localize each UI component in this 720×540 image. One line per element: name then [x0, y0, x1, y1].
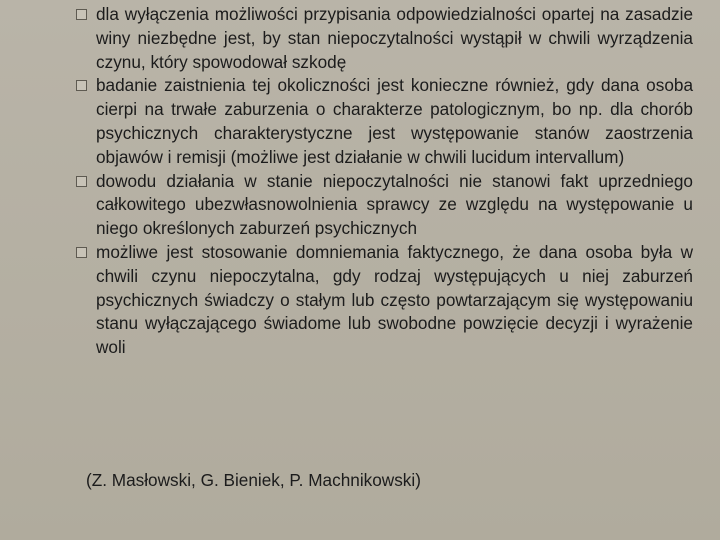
bullet-item: [76, 74, 693, 169]
bullet-text: możliwe jest stosowanie domniemania faktycznego, że dana osoba była w chwili czynu niepoczytalna, gdy rodzaj występujących u niej zaburzeń psychicznych świadczy o stałym lub często powtarzającym się występowaniu stanu wyłączającego świadome lub swobodne powzięcie decyzji i wyrażenie woli: [96, 241, 693, 358]
bullet-square-icon: [76, 176, 87, 187]
bullet-square-icon: [76, 247, 87, 258]
bullet-square-icon: [76, 80, 87, 91]
bullet-text: dla wyłączenia możliwości przypisania odpowiedzialności opartej na zasadzie winy niezbędne jest, by stan niepoczytalności wystąpił w chwili wyrządzenia czynu, który spowodował szkodę: [96, 4, 693, 72]
bullet-item: [76, 170, 693, 241]
bullet-list: [76, 3, 693, 360]
bullet-item: [76, 241, 693, 360]
bullet-text: badanie zaistnienia tej okoliczności jest konieczne również, gdy dana osoba cierpi na trwałe zaburzenia o charakterze patologicznym, bo np. dla chorób psychicznych charakterystyczne jest występowanie stanów zaostrzenia objawów i remisji (możliwe jest działanie w chwili lucidum intervallum): [96, 75, 693, 167]
citation: (Z. Masłowski, G. Bieniek, P. Machnikowski): [86, 470, 421, 490]
bullet-square-icon: [76, 9, 87, 20]
bullet-item: [76, 3, 693, 74]
bullet-text: dowodu działania w stanie niepoczytalności nie stanowi fakt uprzedniego całkowitego ubezwłasnowolnienia sprawcy ze względu na występowanie u niego określonych zaburzeń psychicznych: [96, 170, 693, 239]
